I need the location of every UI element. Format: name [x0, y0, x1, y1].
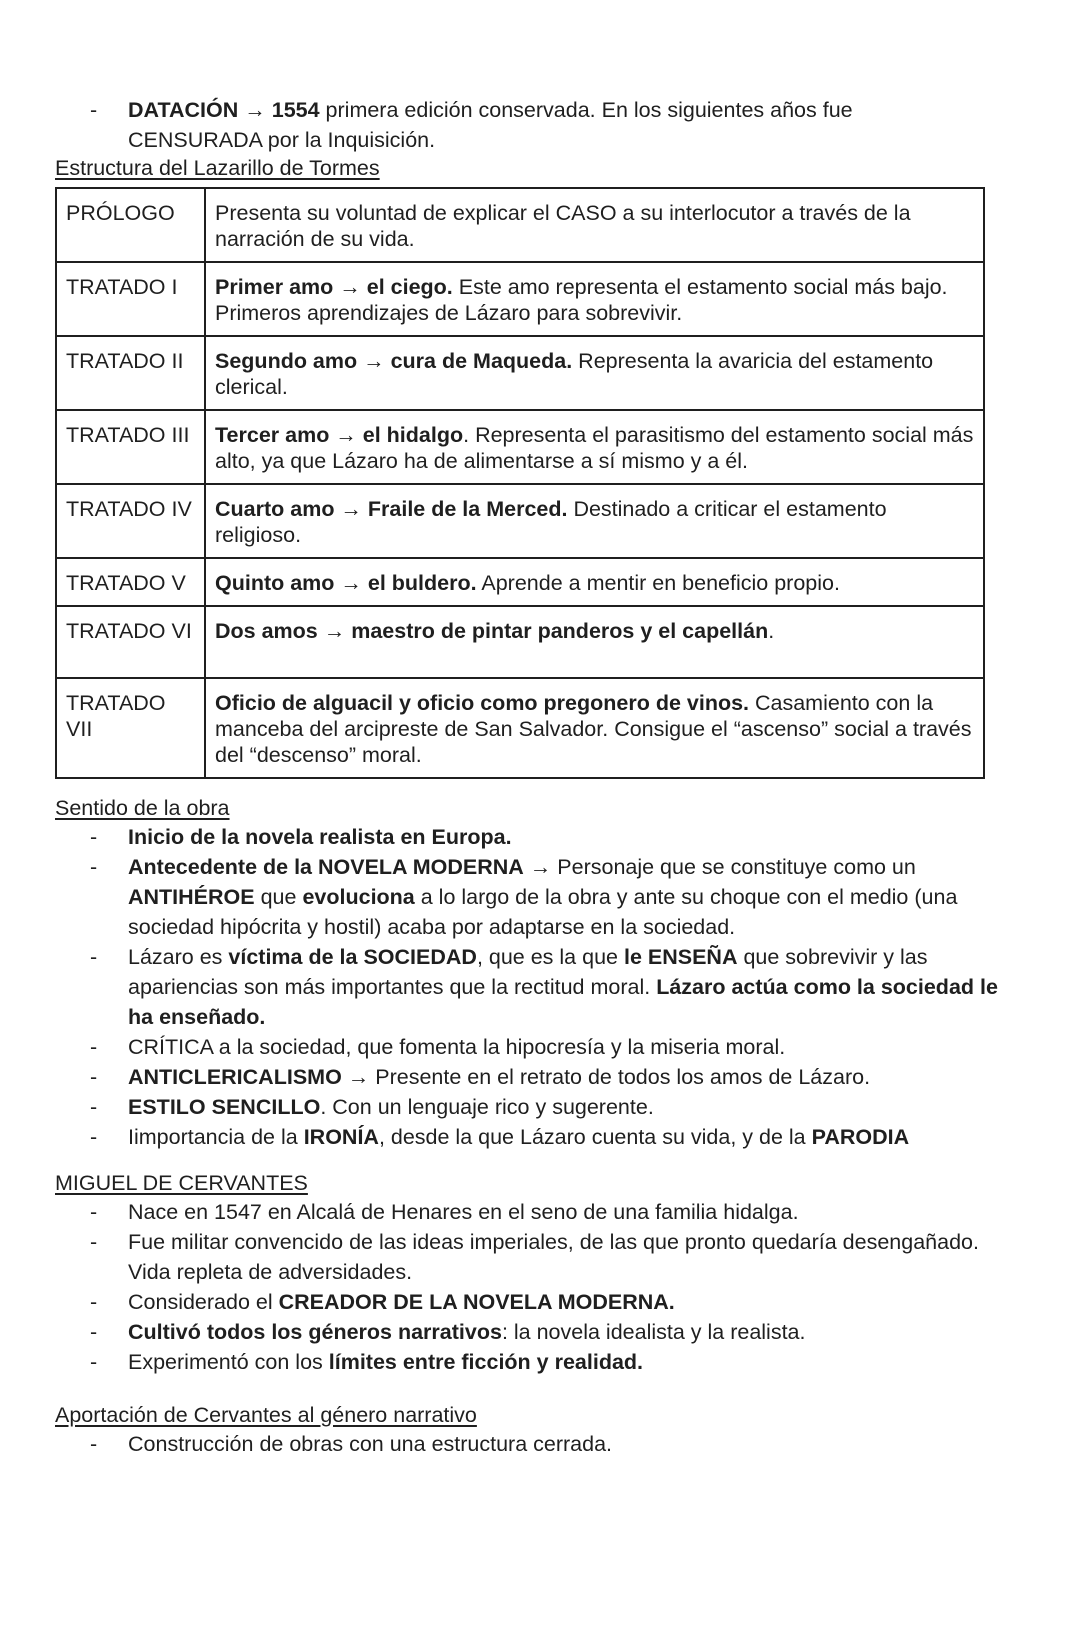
tratado-description: Primer amo → el ciego. Este amo representa el estamento social más bajo. Primeros aprendizajes de Lázaro para sobrevivir.: [205, 262, 984, 336]
table-row: [56, 336, 984, 410]
tratado-description: Cuarto amo → Fraile de la Merced. Destinado a criticar el estamento religioso.: [205, 484, 984, 558]
table-row: [56, 484, 984, 558]
table-row: [56, 188, 984, 262]
tratado-label: PRÓLOGO: [56, 188, 205, 262]
list-item: - Iimportancia de la IRONÍA, desde la que Lázaro cuenta su vida, y de la PARODIA: [55, 1122, 1015, 1152]
table-row: [56, 606, 984, 678]
list-item: - Inicio de la novela realista en Europa.: [55, 822, 1015, 852]
list-item: - CRÍTICA a la sociedad, que fomenta la hipocresía y la miseria moral.: [55, 1032, 1015, 1062]
list-item: - Lázaro es víctima de la SOCIEDAD, que es la que le ENSEÑA que sobrevivir y las apariencias son más importantes que la rectitud moral. Lázaro actúa como la sociedad le ha enseñado.: [55, 942, 1015, 1032]
datacion-list: [55, 95, 1015, 155]
tratado-label: TRATADO I: [56, 262, 205, 336]
list-item: - Construcción de obras con una estructura cerrada.: [55, 1429, 1015, 1459]
table-row: [56, 558, 984, 606]
tratado-label: TRATADO VII: [56, 678, 205, 778]
table-row: [56, 410, 984, 484]
tratado-label: TRATADO VI: [56, 606, 205, 678]
tratado-description: Presenta su voluntad de explicar el CASO a su interlocutor a través de la narración de su vida.: [205, 188, 984, 262]
tratado-label: TRATADO V: [56, 558, 205, 606]
list-item: - Fue militar convencido de las ideas imperiales, de las que pronto quedaría desengañado. Vida repleta de adversidades.: [55, 1227, 1015, 1287]
datacion-block: [55, 95, 1015, 155]
tratado-label: TRATADO III: [56, 410, 205, 484]
sentido-heading: Sentido de la obra: [55, 796, 230, 820]
aportacion-list: [55, 1429, 1015, 1459]
estructura-table: [55, 187, 985, 779]
tratado-description: Segundo amo → cura de Maqueda. Representa la avaricia del estamento clerical.: [205, 336, 984, 410]
sentido-block: [55, 822, 1015, 1152]
list-item: - Considerado el CREADOR DE LA NOVELA MODERNA.: [55, 1287, 1015, 1317]
tratado-description: Quinto amo → el buldero. Aprende a mentir en beneficio propio.: [205, 558, 984, 606]
tratado-label: TRATADO IV: [56, 484, 205, 558]
table-row: [56, 262, 984, 336]
cervantes-list: [55, 1197, 1015, 1377]
cervantes-block: [55, 1197, 1015, 1377]
list-item: - Antecedente de la NOVELA MODERNA → Personaje que se constituye como un ANTIHÉROE que evoluciona a lo largo de la obra y ante su choque con el medio (una sociedad hipócrita y hostil) acaba por adaptarse en la sociedad.: [55, 852, 1015, 942]
list-item: - ANTICLERICALISMO → Presente en el retrato de todos los amos de Lázaro.: [55, 1062, 1015, 1092]
tratado-label: TRATADO II: [56, 336, 205, 410]
list-item: - Cultivó todos los géneros narrativos: la novela idealista y la realista.: [55, 1317, 1015, 1347]
tratado-description: Dos amos → maestro de pintar panderos y el capellán.: [205, 606, 984, 678]
list-item: - ESTILO SENCILLO. Con un lenguaje rico y sugerente.: [55, 1092, 1015, 1122]
cervantes-heading: MIGUEL DE CERVANTES: [55, 1171, 308, 1195]
list-item: - Nace en 1547 en Alcalá de Henares en el seno de una familia hidalga.: [55, 1197, 1015, 1227]
tratado-description: Oficio de alguacil y oficio como pregonero de vinos. Casamiento con la manceba del arcipreste de San Salvador. Consigue el “ascenso” social a través del “descenso” moral.: [205, 678, 984, 778]
aportacion-block: [55, 1429, 1015, 1459]
list-item: - DATACIÓN → 1554 primera edición conservada. En los siguientes años fue CENSURADA por la Inquisición.: [55, 95, 1015, 155]
list-item: - Experimentó con los límites entre ficción y realidad.: [55, 1347, 1015, 1377]
estructura-heading: Estructura del Lazarillo de Tormes: [55, 156, 380, 180]
sentido-list: [55, 822, 1015, 1152]
tratado-description: Tercer amo → el hidalgo. Representa el parasitismo del estamento social más alto, ya que Lázaro ha de alimentarse a sí mismo y a él.: [205, 410, 984, 484]
aportacion-heading: Aportación de Cervantes al género narrativo: [55, 1403, 477, 1427]
table-row: [56, 678, 984, 778]
